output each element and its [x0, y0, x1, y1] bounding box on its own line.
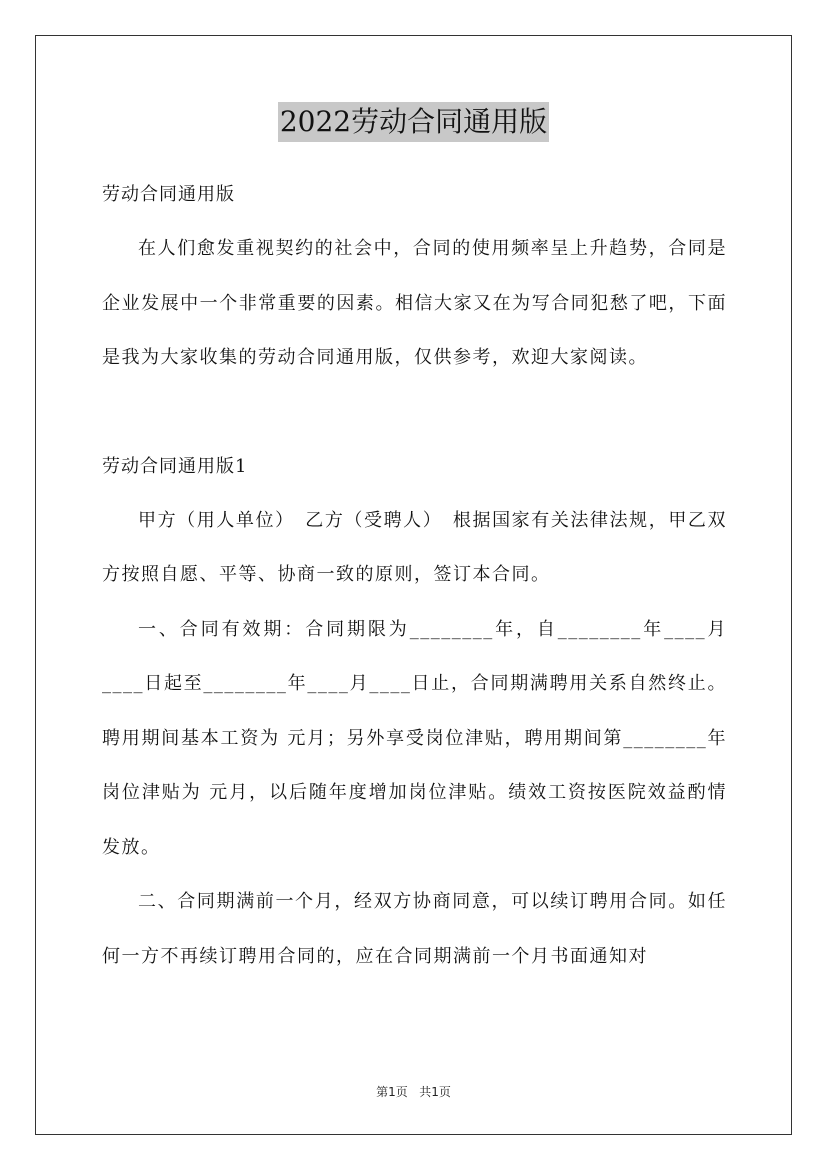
document-subtitle: 劳动合同通用版 [102, 184, 235, 205]
parties-paragraph: 甲方（用人单位） 乙方（受聘人） 根据国家有关法律法规，甲乙双方按照自愿、平等、协商一致的原则，签订本合同。 [102, 509, 727, 585]
section-spacer [102, 386, 727, 440]
clause-2-paragraph: 二、合同期满前一个月，经双方协商同意，可以续订聘用合同。如任何一方不再续订聘用合同的，应在合同期满前一个月书面通知对 [102, 891, 727, 967]
document-body [102, 168, 727, 984]
intro-paragraph: 在人们愈发重视契约的社会中，合同的使用频率呈上升趋势，合同是企业发展中一个非常重要的因素。相信大家又在为写合同犯愁了吧，下面是我为大家收集的劳动合同通用版，仅供参考，欢迎大家阅读。 [102, 238, 727, 368]
title-container [0, 102, 827, 142]
document-title: 2022劳动合同通用版 [278, 102, 549, 142]
section-heading: 劳动合同通用版1 [102, 455, 248, 477]
page-number: 第1页 [376, 1085, 408, 1099]
page-footer [0, 1083, 827, 1100]
clause-1-paragraph: 一、合同有效期：合同期限为________年，自________年____月____日起至________年____月____日止，合同期满聘用关系自然终止。聘用期间基本工资为 元月；另外享受岗位津贴，聘用期间第________年岗位津贴为 元月，以后随年度增加岗位津贴。绩效工资按医院效益酌情发放。 [102, 618, 728, 858]
page-total: 共1页 [419, 1085, 451, 1099]
